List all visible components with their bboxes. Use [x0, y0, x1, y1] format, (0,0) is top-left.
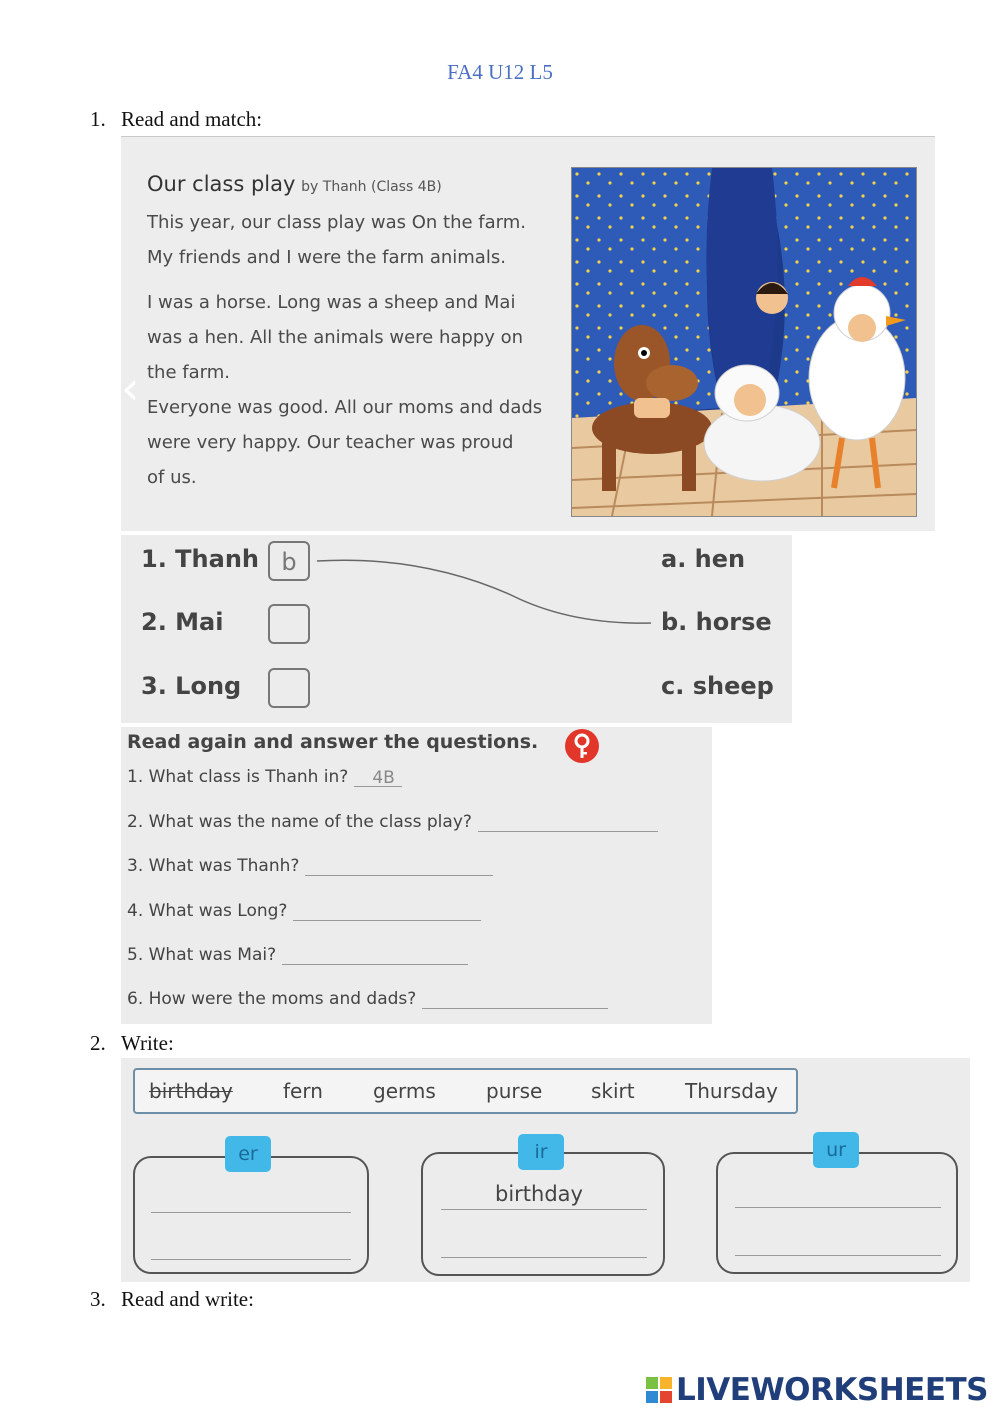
answer-line[interactable] — [478, 813, 658, 832]
match-left-item: 2. Mai — [141, 608, 224, 636]
sound-tag: ur — [813, 1132, 859, 1168]
story-panel — [121, 136, 935, 531]
write-line[interactable] — [735, 1254, 941, 1256]
question-item — [127, 901, 481, 921]
answer-line[interactable] — [354, 768, 402, 787]
story-line: of us. — [147, 467, 197, 488]
write-panel — [121, 1058, 970, 1282]
brand-name: LIVEWORKSHEETS — [676, 1372, 988, 1408]
story-line: This year, our class play was On the farm. — [147, 212, 527, 233]
story-illustration — [571, 167, 917, 517]
question-text: 1. What class is Thanh in? — [127, 767, 349, 787]
story-byline: by Thanh (Class 4B) — [301, 179, 442, 195]
word-bank — [133, 1068, 798, 1114]
section-1-heading — [90, 107, 262, 132]
match-left-item: 3. Long — [141, 672, 242, 700]
section-label: Read and match: — [121, 107, 263, 131]
stage-scene-image — [572, 168, 916, 516]
question-item — [127, 812, 658, 832]
section-number: 2. — [90, 1031, 106, 1055]
write-line[interactable] — [735, 1206, 941, 1208]
story-line: were very happy. Our teacher was proud — [147, 432, 514, 453]
question-text: 2. What was the name of the class play? — [127, 812, 472, 832]
word-bank-item: birthday — [149, 1079, 233, 1103]
answer-text: 4B — [372, 768, 395, 788]
page-title: FA4 U12 L5 — [447, 60, 553, 84]
question-item — [127, 989, 608, 1009]
match-right-item: c. sheep — [661, 672, 774, 700]
word-bank-item: purse — [486, 1079, 543, 1103]
question-text: 5. What was Mai? — [127, 945, 277, 965]
questions-panel — [121, 727, 712, 1024]
question-text: 4. What was Long? — [127, 901, 288, 921]
word-bank-item: fern — [283, 1079, 323, 1103]
liveworksheets-logo — [646, 1372, 988, 1408]
section-3-heading — [90, 1287, 254, 1312]
question-item — [127, 767, 402, 787]
story-line: Everyone was good. All our moms and dads — [147, 397, 543, 418]
answer-line[interactable] — [305, 857, 493, 876]
word-bank-item: Thursday — [685, 1079, 778, 1103]
section-label: Read and write: — [121, 1287, 254, 1311]
section-number: 3. — [90, 1287, 106, 1311]
sound-group-er — [133, 1156, 369, 1274]
story-line: was a hen. All the animals were happy on — [147, 327, 524, 348]
story-title: Our class play — [147, 172, 296, 196]
write-line[interactable] — [151, 1211, 351, 1213]
answer-line[interactable] — [293, 902, 481, 921]
questions-heading: Read again and answer the questions. — [127, 731, 539, 753]
story-line: My friends and I were the farm animals. — [147, 247, 506, 268]
sound-tag: ir — [518, 1134, 564, 1170]
match-answer-box[interactable]: b — [268, 541, 310, 581]
write-line[interactable] — [151, 1258, 351, 1260]
question-item — [127, 945, 468, 965]
story-line: I was a horse. Long was a sheep and Mai — [147, 292, 516, 313]
sound-tag: er — [225, 1136, 271, 1172]
word-bank-item: germs — [373, 1079, 436, 1103]
answer-line[interactable] — [282, 946, 468, 965]
match-right-item: a. hen — [661, 545, 746, 573]
match-panel — [121, 535, 792, 723]
chevron-left-icon[interactable]: ‹ — [121, 361, 140, 415]
question-item — [127, 856, 493, 876]
section-label: Write: — [121, 1031, 174, 1055]
write-line[interactable] — [441, 1208, 647, 1210]
section-2-heading — [90, 1031, 174, 1056]
write-line[interactable] — [441, 1256, 647, 1258]
filled-word: birthday — [495, 1182, 583, 1206]
question-text: 6. How were the moms and dads? — [127, 989, 417, 1009]
key-icon — [565, 729, 599, 763]
answer-line[interactable] — [422, 990, 608, 1009]
logo-grid-icon — [646, 1377, 672, 1403]
section-number: 1. — [90, 107, 106, 131]
match-left-item: 1. Thanh — [141, 545, 259, 573]
question-text: 3. What was Thanh? — [127, 856, 300, 876]
match-right-item: b. horse — [661, 608, 772, 636]
word-bank-item: skirt — [591, 1079, 635, 1103]
story-line: the farm. — [147, 362, 230, 383]
story-text — [147, 167, 557, 495]
